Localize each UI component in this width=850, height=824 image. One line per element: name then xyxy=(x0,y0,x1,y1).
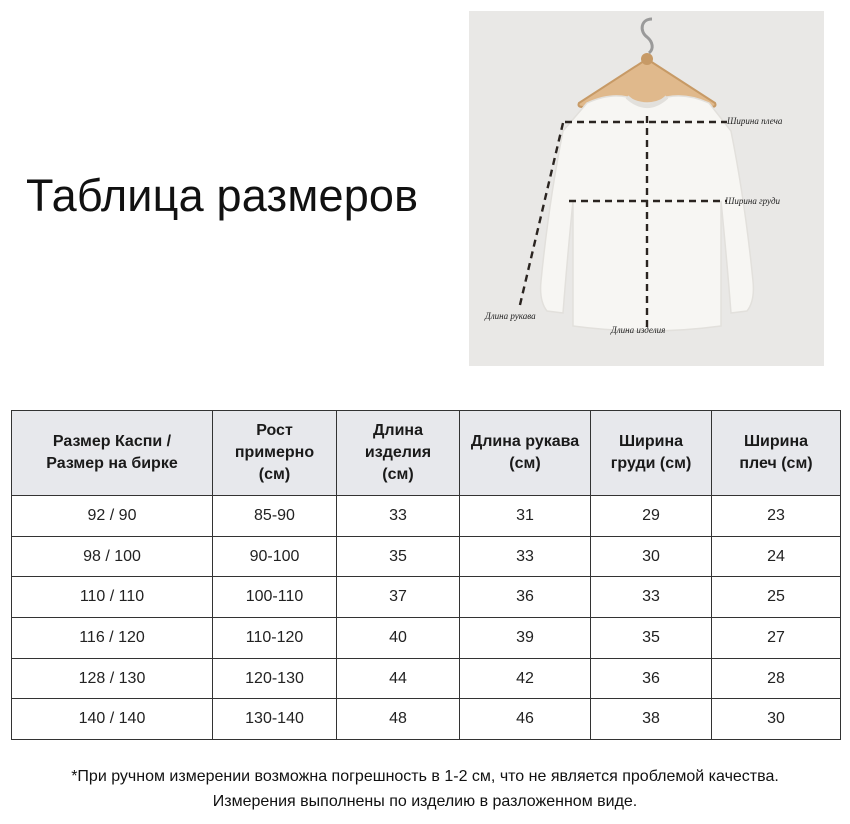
cell-size: 98 / 100 xyxy=(12,536,213,577)
table-row xyxy=(12,496,841,537)
garment-length-label: Длина изделия xyxy=(611,325,666,335)
cell-height: 130-140 xyxy=(213,699,337,740)
cell-sleeve: 39 xyxy=(460,618,591,659)
cell-chest: 35 xyxy=(591,618,712,659)
header-sleeve: Длина рукава (см) xyxy=(460,411,591,496)
table-row xyxy=(12,536,841,577)
footnote-line-1: *При ручном измерении возможна погрешность в 1-2 см, что не является проблемой качества. xyxy=(71,768,779,785)
cell-height: 90-100 xyxy=(213,536,337,577)
cell-size: 92 / 90 xyxy=(12,496,213,537)
sweater-diagram xyxy=(469,11,824,366)
header-shoulder: Ширина плеч (см) xyxy=(712,411,841,496)
cell-sleeve: 33 xyxy=(460,536,591,577)
cell-height: 110-120 xyxy=(213,618,337,659)
cell-shoulder: 28 xyxy=(712,658,841,699)
footnote-line-2: Измерения выполнены по изделию в разложенном виде. xyxy=(212,793,638,810)
cell-height: 100-110 xyxy=(213,577,337,618)
cell-chest: 29 xyxy=(591,496,712,537)
size-table xyxy=(11,410,841,740)
cell-shoulder: 27 xyxy=(712,618,841,659)
cell-shoulder: 24 xyxy=(712,536,841,577)
cell-sleeve: 31 xyxy=(460,496,591,537)
sleeve-length-label: Длина рукава xyxy=(485,311,536,321)
cell-sleeve: 46 xyxy=(460,699,591,740)
cell-shoulder: 23 xyxy=(712,496,841,537)
cell-chest: 33 xyxy=(591,577,712,618)
table-row xyxy=(12,577,841,618)
cell-sleeve: 36 xyxy=(460,577,591,618)
cell-length: 48 xyxy=(337,699,460,740)
header-chest: Ширина груди (см) xyxy=(591,411,712,496)
header-height: Рост примерно (см) xyxy=(213,411,337,496)
footnote xyxy=(0,764,850,814)
table-body xyxy=(12,496,841,740)
cell-chest: 30 xyxy=(591,536,712,577)
cell-shoulder: 30 xyxy=(712,699,841,740)
header-size: Размер Каспи / Размер на бирке xyxy=(12,411,213,496)
table-row xyxy=(12,699,841,740)
cell-length: 33 xyxy=(337,496,460,537)
cell-size: 116 / 120 xyxy=(12,618,213,659)
cell-size: 128 / 130 xyxy=(12,658,213,699)
cell-height: 85-90 xyxy=(213,496,337,537)
page-title: Таблица размеров xyxy=(26,170,419,221)
cell-length: 37 xyxy=(337,577,460,618)
cell-height: 120-130 xyxy=(213,658,337,699)
table-row xyxy=(12,658,841,699)
table-header-row xyxy=(12,411,841,496)
shoulder-width-label: Ширина плеча xyxy=(727,116,783,126)
cell-shoulder: 25 xyxy=(712,577,841,618)
cell-size: 140 / 140 xyxy=(12,699,213,740)
cell-chest: 36 xyxy=(591,658,712,699)
cell-sleeve: 42 xyxy=(460,658,591,699)
cell-length: 40 xyxy=(337,618,460,659)
chest-width-label: Ширина груди xyxy=(725,196,781,206)
cell-chest: 38 xyxy=(591,699,712,740)
cell-length: 44 xyxy=(337,658,460,699)
table-header xyxy=(12,411,841,496)
cell-size: 110 / 110 xyxy=(12,577,213,618)
sweater-measurement-photo xyxy=(469,11,824,366)
table-row xyxy=(12,618,841,659)
cell-length: 35 xyxy=(337,536,460,577)
header-length: Длина изделия (см) xyxy=(337,411,460,496)
